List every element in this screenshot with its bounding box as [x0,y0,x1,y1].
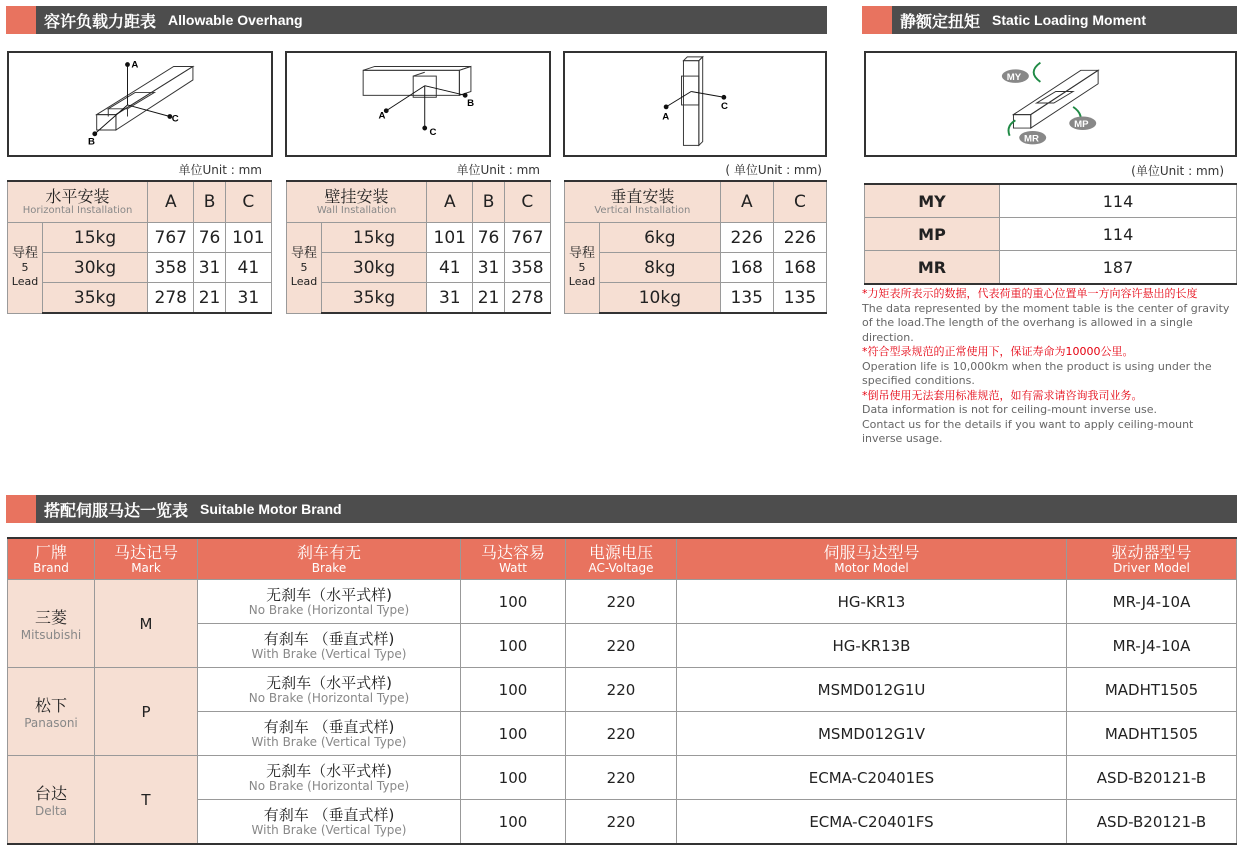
header-en: AC-Voltage [588,560,654,575]
accent-block [862,6,892,34]
lead-cn: 导程 [290,245,317,261]
unit-label: 单位Unit : mm [178,163,262,177]
driver-model-cell: MADHT1505 [1067,712,1237,756]
vertical-rail-drawing [565,53,825,155]
col-header: B [473,181,504,223]
header-brake [198,538,461,580]
table-row [8,580,1237,624]
motor-model-cell: HG-KR13B [677,624,1067,668]
load-cell: 15kg [322,223,427,253]
accent-block [6,6,36,34]
load-cell: 10kg [600,283,721,314]
motor-model-cell: MSMD012G1V [677,712,1067,756]
note-1-cn: *力矩表所表示的数据，代表荷重的重心位置单一方向容许悬出的长度 [862,287,1198,300]
col-header: B [194,181,225,223]
unit-label: 单位Unit : mm [456,163,540,177]
header-en: Brand [33,560,69,575]
wall-installation-diagram [285,51,551,157]
note-3-en-2: Contact us for the details if you want to apply ceiling-mount inverse usage. [862,417,1194,445]
horizontal-rail-drawing [9,53,271,155]
install-header [565,181,721,223]
overhang-title-cn: 容许负载力距表 [44,11,157,31]
brand-cn: 台达 [34,784,67,803]
install-header-cn: 垂直安装 [610,187,675,206]
voltage-cell: 220 [566,580,677,624]
load-cell: 6kg [600,223,721,253]
header-en: Driver Model [1113,560,1190,575]
motor-model-cell: MSMD012G1U [677,668,1067,712]
install-header-en: Vertical Installation [594,205,691,216]
header-en: Brake [311,560,347,575]
lead-num: 5 [300,260,308,274]
col-header: C [225,181,271,223]
lead-cell [287,223,322,314]
brake-en: With Brake (Vertical Type) [251,646,407,661]
moment-rail-drawing [866,53,1235,155]
header-motor-model [677,538,1067,580]
value-cell: 101 [427,223,473,253]
header-cn: 伺服马达型号 [823,542,920,562]
driver-model-cell: ASD-B20121-B [1067,756,1237,800]
install-header [287,181,427,223]
value-cell: 278 [504,283,550,314]
value-cell: 168 [720,253,773,283]
driver-model-cell: MADHT1505 [1067,668,1237,712]
brand-en: Delta [34,804,67,818]
header-voltage [566,538,677,580]
horizontal-installation-diagram [7,51,273,157]
label-a: A [378,110,386,122]
wall-rail-drawing [287,53,549,155]
watt-cell: 100 [461,712,566,756]
label-a: A [131,59,139,71]
vertical-overhang-table [564,180,827,314]
value-cell: 41 [427,253,473,283]
lead-cn: 导程 [11,245,38,261]
brand-cn: 三菱 [34,608,67,627]
value-cell: 101 [225,223,271,253]
brake-en: No Brake (Horizontal Type) [248,602,410,617]
value-cell: 226 [773,223,826,253]
brand-cell [8,580,95,668]
motor-header-row [8,538,1237,580]
motor-title-cn: 搭配伺服马达一览表 [44,500,189,520]
static-title-cn: 静额定扭矩 [900,11,981,31]
load-cell: 8kg [600,253,721,283]
brake-cell [198,800,461,845]
unit-label: (单位Unit : mm) [1131,164,1224,178]
label-c: C [171,113,179,125]
value-cell: 278 [148,283,194,314]
label-a: A [662,111,670,123]
watt-cell: 100 [461,580,566,624]
label-b: B [88,136,95,148]
label-b: B [467,97,475,109]
value-cell: 135 [720,283,773,314]
header-en: Watt [499,560,527,575]
brake-cn: 无刹车（水平式样) [266,585,392,604]
static-moment-table [864,183,1237,285]
label-c: C [720,100,728,112]
load-cell: 30kg [322,253,427,283]
moment-value: 187 [1000,251,1237,285]
install-header-cn: 壁挂安装 [324,187,389,206]
header-cn: 驱动器型号 [1111,542,1192,562]
value-cell: 31 [194,253,225,283]
brand-cell [8,668,95,756]
moment-row [865,218,1237,251]
lead-cn: 导程 [568,245,595,261]
brand-cn: 松下 [34,696,67,715]
col-header: A [720,181,773,223]
label-c: C [429,126,437,138]
brake-cn: 有刹车 （垂直式样) [263,629,395,648]
vertical-installation-diagram [563,51,827,157]
lead-en: Lead [568,274,596,288]
static-moment-diagram [864,51,1237,157]
driver-model-cell: MR-J4-10A [1067,580,1237,624]
label-my: MY [1006,71,1022,83]
brake-en: No Brake (Horizontal Type) [248,690,410,705]
watt-cell: 100 [461,624,566,668]
watt-cell: 100 [461,756,566,800]
install-header-cn: 水平安装 [45,187,110,206]
lead-num: 5 [578,260,586,274]
install-header-en: Horizontal Installation [22,205,133,216]
value-cell: 358 [148,253,194,283]
load-cell: 35kg [43,283,148,314]
voltage-cell: 220 [566,756,677,800]
value-cell: 135 [773,283,826,314]
mark-cell: P [95,668,198,756]
unit-label: ( 单位Unit : mm) [725,163,822,177]
brand-en: Panasoni [24,716,78,730]
driver-model-cell: MR-J4-10A [1067,624,1237,668]
accent-block [6,495,36,523]
brake-cn: 无刹车（水平式样) [266,673,392,692]
motor-brand-table [7,537,1237,845]
load-cell: 30kg [43,253,148,283]
label-mp: MP [1074,119,1089,131]
voltage-cell: 220 [566,624,677,668]
table-row [8,756,1237,800]
col-header: C [504,181,550,223]
lead-en: Lead [11,274,39,288]
value-cell: 21 [194,283,225,314]
value-cell: 767 [148,223,194,253]
voltage-cell: 220 [566,712,677,756]
watt-cell: 100 [461,668,566,712]
load-cell: 15kg [43,223,148,253]
brand-cell [8,756,95,845]
col-header: C [773,181,826,223]
brand-en: Mitsubishi [20,628,82,642]
static-section-bar [862,6,1237,34]
brake-cell [198,668,461,712]
note-2-cn: *符合型录规范的正常使用下，保证寿命为10000公里。 [862,345,1134,358]
col-header: A [148,181,194,223]
table-row [8,668,1237,712]
brake-en: With Brake (Vertical Type) [251,734,407,749]
static-title-en: Static Loading Moment [992,12,1147,28]
header-en: Mark [131,560,161,575]
col-header: A [427,181,473,223]
value-cell: 76 [473,223,504,253]
moment-key: MR [865,251,1000,285]
header-cn: 电源电压 [588,542,653,562]
motor-title-en: Suitable Motor Brand [200,501,342,517]
motor-model-cell: ECMA-C20401ES [677,756,1067,800]
label-mr: MR [1024,133,1039,145]
brake-cn: 有刹车 （垂直式样) [263,717,395,736]
header-en: Motor Model [834,560,909,575]
note-3-cn: *倒吊使用无法套用标准规范，如有需求请咨询我司业务。 [862,388,1143,402]
overhang-title-en: Allowable Overhang [168,12,303,28]
voltage-cell: 220 [566,668,677,712]
horizontal-overhang-table [7,180,272,314]
value-cell: 31 [225,283,271,314]
value-cell: 226 [720,223,773,253]
driver-model-cell: ASD-B20121-B [1067,800,1237,845]
moment-row [865,184,1237,218]
install-header [8,181,148,223]
value-cell: 31 [473,253,504,283]
value-cell: 21 [473,283,504,314]
lead-cell [8,223,43,314]
brake-cn: 无刹车（水平式样) [266,761,392,780]
lead-cell [565,223,600,314]
notes-block [862,287,1237,447]
wall-overhang-table [286,180,551,314]
value-cell: 31 [427,283,473,314]
brake-cell [198,580,461,624]
brake-cell [198,712,461,756]
mark-cell: T [95,756,198,845]
load-cell: 35kg [322,283,427,314]
header-brand [8,538,95,580]
value-cell: 767 [504,223,550,253]
brake-cn: 有刹车 （垂直式样) [263,805,395,824]
mark-cell: M [95,580,198,668]
lead-num: 5 [21,260,29,274]
value-cell: 41 [225,253,271,283]
note-3-en: Data information is not for ceiling-mount inverse use. [862,403,1158,416]
moment-key: MY [865,184,1000,218]
moment-row [865,251,1237,285]
brake-cell [198,756,461,800]
note-1-en: The data represented by the moment table is the center of gravity of the load.The length of the overhang is allowed in a single direction. [862,301,1230,344]
brake-cell [198,624,461,668]
value-cell: 76 [194,223,225,253]
moment-value: 114 [1000,218,1237,251]
motor-model-cell: HG-KR13 [677,580,1067,624]
brake-en: With Brake (Vertical Type) [251,822,407,837]
header-driver-model [1067,538,1237,580]
watt-cell: 100 [461,800,566,845]
header-cn: 马达记号 [113,542,178,562]
moment-value: 114 [1000,184,1237,218]
motor-section-bar [6,495,1237,523]
header-mark [95,538,198,580]
voltage-cell: 220 [566,800,677,845]
value-cell: 168 [773,253,826,283]
header-cn: 厂牌 [34,542,67,562]
overhang-section-bar [6,6,827,34]
motor-model-cell: ECMA-C20401FS [677,800,1067,845]
note-2-en: Operation life is 10,000km when the product is using under the specified conditions. [862,359,1212,387]
header-cn: 刹车有无 [296,542,361,562]
lead-en: Lead [290,274,318,288]
moment-key: MP [865,218,1000,251]
install-header-en: Wall Installation [316,205,397,216]
brake-en: No Brake (Horizontal Type) [248,778,410,793]
header-watt [461,538,566,580]
header-cn: 马达容易 [480,542,545,562]
value-cell: 358 [504,253,550,283]
